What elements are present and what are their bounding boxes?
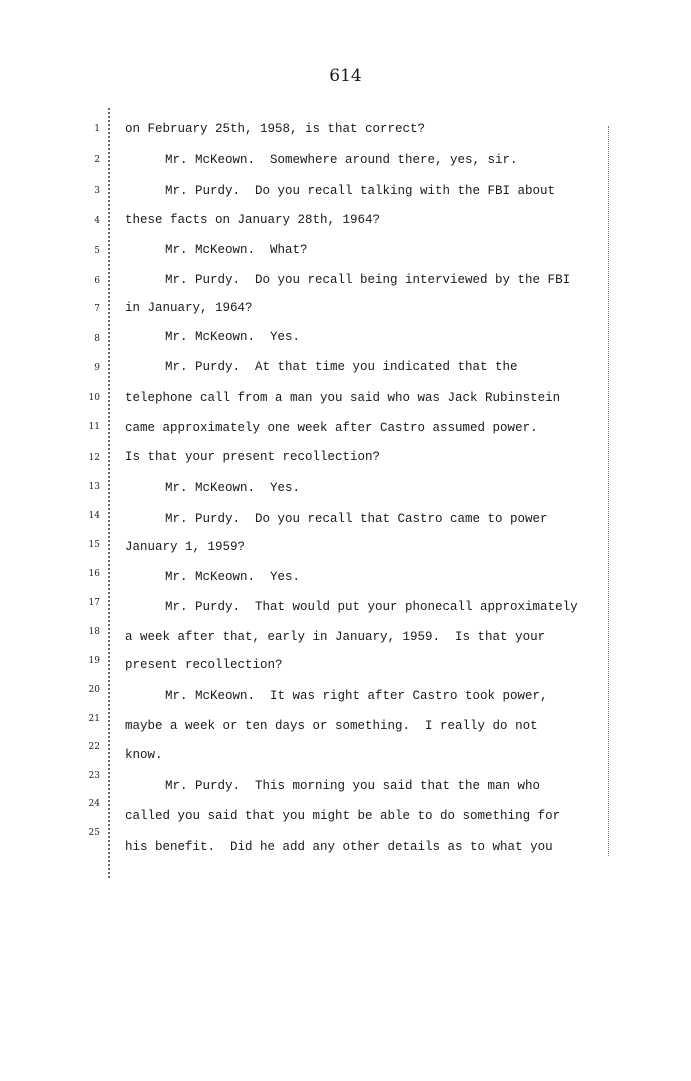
line-number: 11 <box>88 422 100 432</box>
line-number: 23 <box>88 771 100 781</box>
transcript-line: Mr. Purdy. At that time you indicated that the <box>165 360 518 374</box>
line-number: 25 <box>88 828 100 838</box>
transcript-line: Mr. Purdy. Do you recall talking with the FBI about <box>165 184 556 198</box>
line-number: 9 <box>94 363 100 373</box>
transcript-line: maybe a week or ten days or something. I really do not <box>125 719 538 733</box>
line-number: 10 <box>88 393 100 403</box>
line-number: 21 <box>88 714 100 724</box>
line-number: 24 <box>88 799 100 809</box>
line-number: 19 <box>88 656 100 666</box>
transcript-line: Mr. Purdy. This morning you said that the man who <box>165 779 541 793</box>
transcript-line: called you said that you might be able to do something for <box>125 809 561 823</box>
page-number: 614 <box>329 66 362 86</box>
line-number: 18 <box>88 627 100 637</box>
transcript-line: a week after that, early in January, 1959. Is that your <box>125 630 546 644</box>
line-number: 22 <box>88 742 100 752</box>
transcript-line: these facts on January 28th, 1964? <box>125 213 381 227</box>
transcript-line: Mr. McKeown. What? <box>165 243 308 257</box>
transcript-line: Mr. McKeown. Yes. <box>165 330 301 344</box>
line-number: 1 <box>94 124 100 134</box>
transcript-line: January 1, 1959? <box>125 540 246 554</box>
line-number: 3 <box>94 186 100 196</box>
line-number: 7 <box>94 304 100 314</box>
transcript-line: Mr. McKeown. Yes. <box>165 570 301 584</box>
line-number: 8 <box>94 334 100 344</box>
transcript-line: Mr. Purdy. That would put your phonecall approximately <box>165 600 578 614</box>
right-margin-rule <box>608 126 609 856</box>
line-number: 4 <box>94 216 100 226</box>
transcript-line: came approximately one week after Castro assumed power. <box>125 421 538 435</box>
transcript-line: Mr. McKeown. Yes. <box>165 481 301 495</box>
transcript-line: on February 25th, 1958, is that correct? <box>125 122 426 136</box>
transcript-line: Mr. McKeown. Somewhere around there, yes, sir. <box>165 153 518 167</box>
line-number: 14 <box>88 511 100 521</box>
transcript-line: know. <box>125 748 163 762</box>
line-number: 12 <box>88 453 100 463</box>
transcript-line: in January, 1964? <box>125 301 253 315</box>
line-number: 2 <box>94 155 100 165</box>
transcript-line: telephone call from a man you said who was Jack Rubinstein <box>125 391 561 405</box>
line-number: 17 <box>88 598 100 608</box>
line-number: 20 <box>88 685 100 695</box>
transcript-line: Mr. McKeown. It was right after Castro took power, <box>165 689 548 703</box>
transcript-line: present recollection? <box>125 658 283 672</box>
line-number: 13 <box>88 482 100 492</box>
transcript-line: Mr. Purdy. Do you recall that Castro came to power <box>165 512 548 526</box>
line-number: 5 <box>94 246 100 256</box>
line-number: 16 <box>88 569 100 579</box>
line-number: 15 <box>88 540 100 550</box>
transcript-line: his benefit. Did he add any other details as to what you <box>125 840 553 854</box>
transcript-line: Mr. Purdy. Do you recall being interviewed by the FBI <box>165 273 571 287</box>
left-margin-rule <box>108 108 110 878</box>
transcript-line: Is that your present recollection? <box>125 450 381 464</box>
line-number: 6 <box>94 276 100 286</box>
